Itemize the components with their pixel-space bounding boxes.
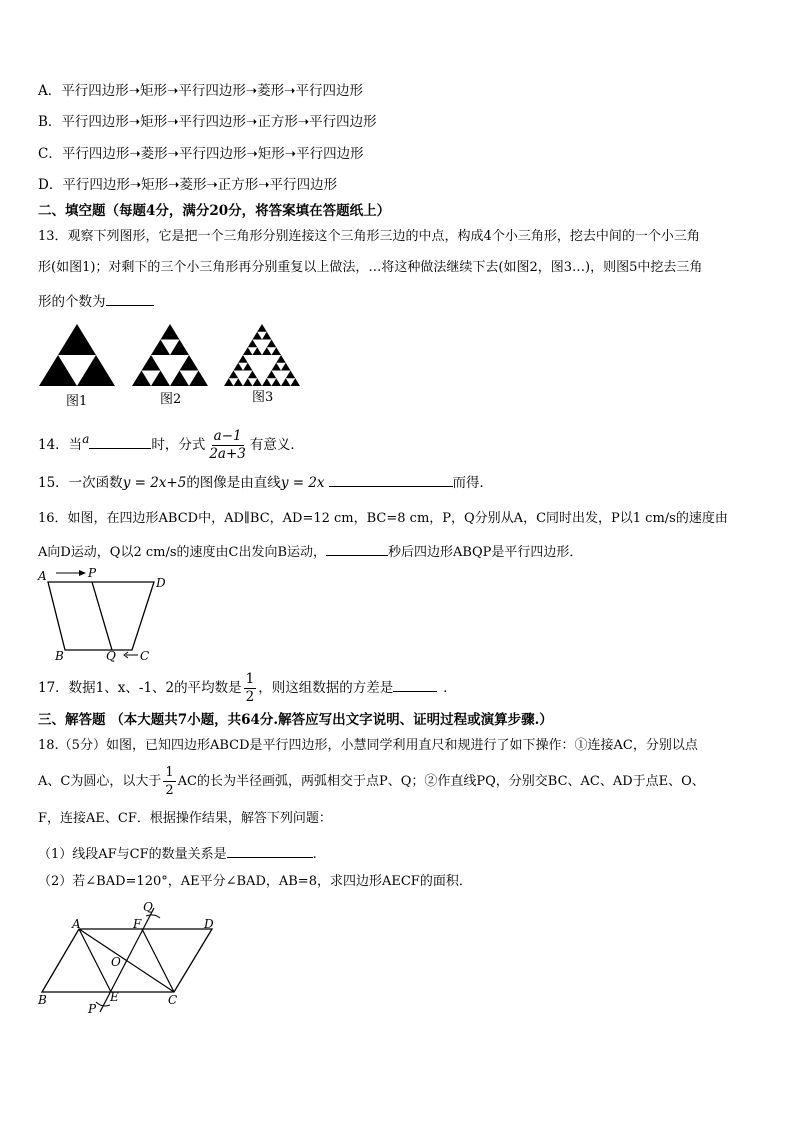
label-p: P [88, 1002, 97, 1016]
answer-blank-17 [393, 677, 437, 692]
figure-1 [39, 324, 115, 386]
label-b: B [55, 649, 64, 663]
option-d: D．平行四边形➝矩形➝菱形➝正方形➝平行四边形 [38, 177, 338, 193]
label-q: Q [143, 900, 153, 914]
figure-1-label: 图1 [66, 394, 88, 409]
q18-line-1: 18.（5分）如图，已知四边形ABCD是平行四边形，小慧同学利用直尺和规进行了如下操作：①连接AC，分别以点 [38, 738, 698, 753]
q16-line-1: 16．如图，在四边形ABCD中，AD∥BC，AD=12 cm，BC=8 cm，P，Q分别从A，C同时出发，P以1 cm/s的速度由 [38, 511, 728, 526]
option-a: A．平行四边形➝矩形➝平行四边形➝菱形➝平行四边形 [38, 83, 363, 99]
label-q: Q [106, 649, 116, 663]
q18-parallelogram-figure [34, 898, 224, 1020]
q16-line-2: A向D运动，Q以2 cm/s的速度由C出发向B运动， 秒后四边形ABQP是平行四边形． [38, 541, 582, 562]
answer-blank-14 [89, 434, 151, 449]
label-d: D [156, 576, 166, 590]
label-o: O [111, 955, 121, 969]
q18-line-2: A、C为圆心，以大于 $\frac{1}{2}$ AC的长为半径画弧，两弧相交于点P、Q；②作直线PQ，分别交BC、AC、AD于点E、O、 [38, 765, 705, 798]
fraction-14: $\frac{a-1}{2a+3}$ [209, 428, 246, 462]
section-3-title: 三、解答题 （本大题共7小题，共64分.解答应写出文字说明、证明过程或演算步骤.） [38, 712, 553, 728]
q13-line-3: 形的个数为 [38, 291, 154, 311]
option-c: C．平行四边形➝菱形➝平行四边形➝矩形➝平行四边形 [38, 146, 364, 162]
fraction-18: $\frac{1}{2}$ [165, 765, 174, 798]
q15: 15．一次函数y = 2x+5的图像是由直线y = 2x 而得． [38, 472, 493, 492]
q13-line-2: 形(如图1)；对剩下的三个小三角形再分别重复以上做法，…将这种做法继续下去(如图2，图3…)，则图5中挖去三角 [38, 260, 703, 275]
label-d: D [204, 917, 214, 931]
label-e: E [110, 990, 119, 1004]
answer-blank-16 [326, 541, 388, 556]
figure-2-label: 图2 [160, 392, 182, 407]
answer-blank-15 [329, 472, 453, 487]
label-c: C [140, 649, 150, 663]
label-p: P [88, 566, 97, 580]
sierpinski-figures [36, 318, 306, 410]
q16-trapezoid-figure [34, 566, 174, 666]
q18-part-2: （2）若∠BAD=120°，AE平分∠BAD，AB=8，求四边形AECF的面积． [38, 874, 472, 889]
q14: 14．当a 时，分式 $\frac{a-1}{2a+3}$ 有意义． [38, 428, 304, 462]
label-f: F [133, 917, 142, 931]
q13-line-1: 13．观察下列图形，它是把一个三角形分别连接这个三角形三边的中点，构成4个小三角形，挖去中间的一个小三角 [38, 229, 700, 244]
section-2-title: 二、填空题（每题4分，满分20分，将答案填在答题纸上） [38, 203, 391, 219]
figure-3-label: 图3 [252, 390, 274, 405]
option-b: B．平行四边形➝矩形➝平行四边形➝正方形➝平行四边形 [38, 114, 377, 130]
label-a: A [72, 917, 81, 931]
label-a: A [38, 569, 47, 583]
answer-blank-18 [227, 843, 313, 858]
q17: 17．数据1、x、-1、2的平均数是 $\frac{1}{2}$ ，则这组数据的方差是 ． [38, 671, 457, 705]
q18-part-1: （1）线段AF与CF的数量关系是 . [38, 843, 317, 864]
label-c: C [168, 993, 178, 1007]
label-b: B [38, 993, 47, 1007]
q18-line-3: F，连接AE、CF．根据操作结果，解答下列问题： [38, 811, 332, 826]
answer-blank-13 [106, 291, 154, 306]
fraction-17: $\frac{1}{2}$ [245, 671, 255, 705]
figure-2 [132, 324, 208, 386]
figure-3 [224, 324, 300, 386]
